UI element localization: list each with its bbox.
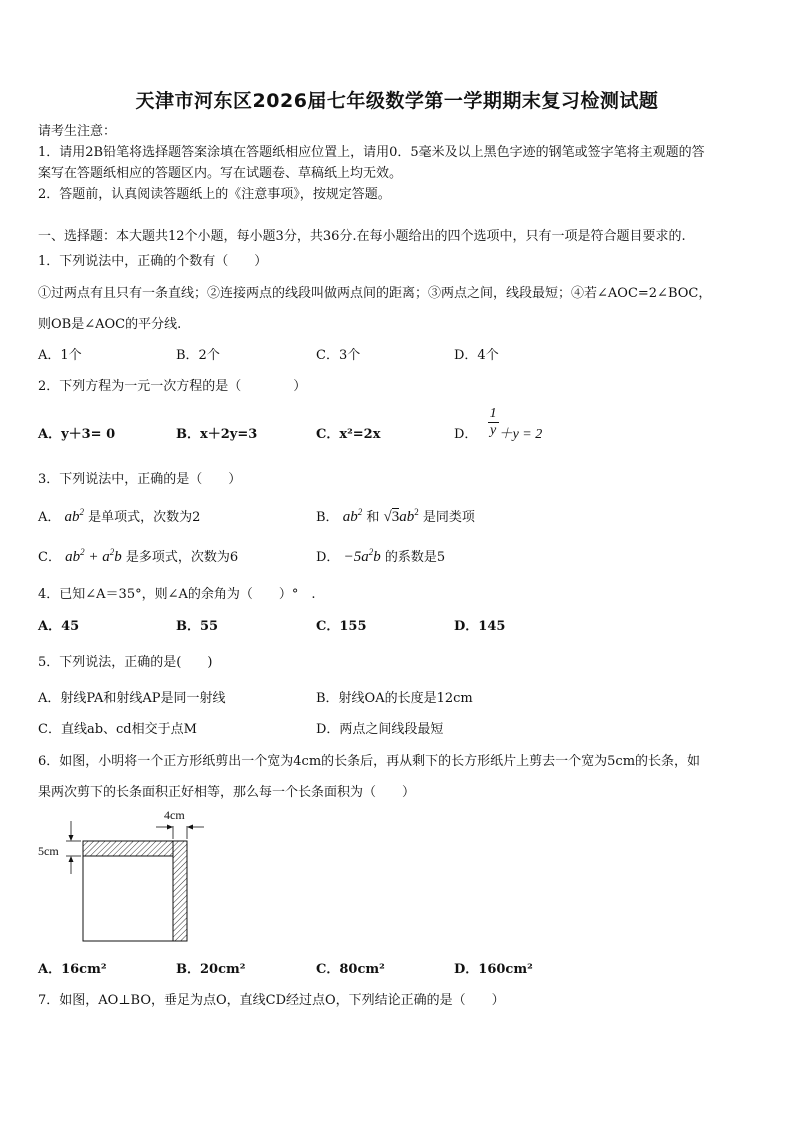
q4-option-d[interactable]: D．145 [454, 619, 506, 634]
q3-option-c[interactable] [38, 546, 238, 566]
q3-option-b-text: 是同类项 [422, 510, 475, 525]
q5-option-b[interactable]: B．射线OA的长度是12cm [316, 691, 473, 706]
q2-option-b[interactable]: B．x＋2y=3 [176, 427, 258, 442]
q6-option-c[interactable]: C．80cm² [316, 962, 385, 977]
q1-option-d[interactable]: D．4个 [454, 348, 499, 363]
q6-label-4cm: 4cm [164, 808, 185, 822]
q2-option-d[interactable] [454, 406, 543, 442]
notice-line-2: 2．答题前，认真阅读答题纸上的《注意事项》，按规定答题。 [38, 187, 391, 202]
q3-option-c-label: C． [38, 550, 61, 565]
q2-option-d-label: D． [454, 427, 478, 442]
q6-option-d[interactable]: D．160cm² [454, 962, 533, 977]
q3-expr-d: $-5a^2b$ [343, 547, 381, 565]
q5-stem: 5．下列说法，正确的是( ) [38, 655, 213, 670]
q1-option-a[interactable]: A．1个 [38, 348, 82, 363]
q2-stem: 2．下列方程为一元一次方程的是（ ） [38, 379, 307, 394]
q6-stem: 6．如图，小明将一个正方形纸剪出一个宽为4cm的长条后，再从剩下的长方形纸片上剪去一个宽为5cm的长条，如 [38, 754, 701, 769]
q3-option-c-text: 是多项式，次数为6 [125, 550, 239, 565]
q4-stem: 4．已知∠A＝35°，则∠A的余角为（ ）° . [38, 587, 316, 602]
q2-option-c[interactable]: C．x²=2x [316, 427, 381, 442]
q3-expr-b1: $ab^2$ [342, 507, 363, 525]
q6-option-a[interactable]: A．16cm² [38, 962, 107, 977]
q3-expr-a: $ab^2$ [64, 507, 85, 525]
q3-option-b-label: B． [316, 510, 339, 525]
square-strips-diagram [38, 806, 208, 946]
q5-option-c[interactable]: C．直线ab、cd相交于点M [38, 722, 197, 737]
q4-option-b[interactable]: B．55 [176, 619, 219, 634]
q3-stem: 3．下列说法中，正确的是（ ） [38, 472, 242, 487]
notice-heading: 请考生注意： [38, 124, 117, 139]
q3-option-d-text: 的系数是5 [384, 550, 446, 565]
q6-option-b[interactable]: B．20cm² [176, 962, 246, 977]
q1-stem: 1．下列说法中，正确的个数有（ ） [38, 254, 268, 269]
q2-fraction: 1 y [489, 406, 497, 438]
q3-option-a[interactable] [38, 506, 200, 526]
q5-option-d[interactable]: D．两点之间线段最短 [316, 722, 444, 737]
q2-option-a[interactable]: A．y＋3= 0 [38, 427, 116, 442]
q6-label-5cm: 5cm [38, 844, 59, 858]
q4-option-c[interactable]: C．155 [316, 619, 367, 634]
q5-option-a[interactable]: A．射线PA和射线AP是同一射线 [38, 691, 226, 706]
q4-option-a[interactable]: A．45 [38, 619, 80, 634]
page-title: 天津市河东区2026届七年级数学第一学期期末复习检测试题 [135, 90, 659, 112]
q1-option-b[interactable]: B．2个 [176, 348, 220, 363]
q3-option-a-text: 是单项式，次数为2 [88, 510, 201, 525]
q3-option-d[interactable] [316, 546, 445, 566]
notice-line-1b: 案写在答题纸相应的答题区内。写在试题卷、草稿纸上均无效。 [38, 166, 403, 181]
q6-stem-2: 果两次剪下的长条面积正好相等，那么每一个长条面积为（ ） [38, 785, 416, 800]
q7-stem: 7．如图，AO⊥BO，垂足为点O，直线CD经过点O，下列结论正确的是（ ） [38, 993, 505, 1008]
q1-stem-3: 则OB是∠AOC的平分线. [38, 317, 182, 332]
q2-equation-rest: ＋y = 2 [498, 427, 543, 442]
q3-option-b-and: 和 [366, 510, 380, 525]
notice-line-1: 1．请用2B铅笔将选择题答案涂填在答题纸相应位置上，请用0．5毫米及以上黑色字迹的钢笔或签字笔将主观题的答 [38, 145, 705, 160]
q3-option-d-label: D． [316, 550, 340, 565]
section-heading: 一、选择题：本大题共12个小题，每小题3分，共36分.在每小题给出的四个选项中，只有一项是符合题目要求的. [38, 229, 686, 244]
q6-figure [38, 806, 208, 946]
q1-stem-2: ①过两点有且只有一条直线；②连接两点的线段叫做两点间的距离；③两点之间，线段最短；④若∠AOC=2∠BOC， [38, 286, 712, 301]
q3-expr-b2: $√3ab^2$ [383, 507, 419, 525]
q1-option-c[interactable]: C．3个 [316, 348, 361, 363]
q3-expr-c: $ab^2 + a^2b$ [65, 547, 122, 565]
q3-option-a-label: A． [38, 510, 61, 525]
q3-option-b[interactable] [316, 506, 475, 526]
